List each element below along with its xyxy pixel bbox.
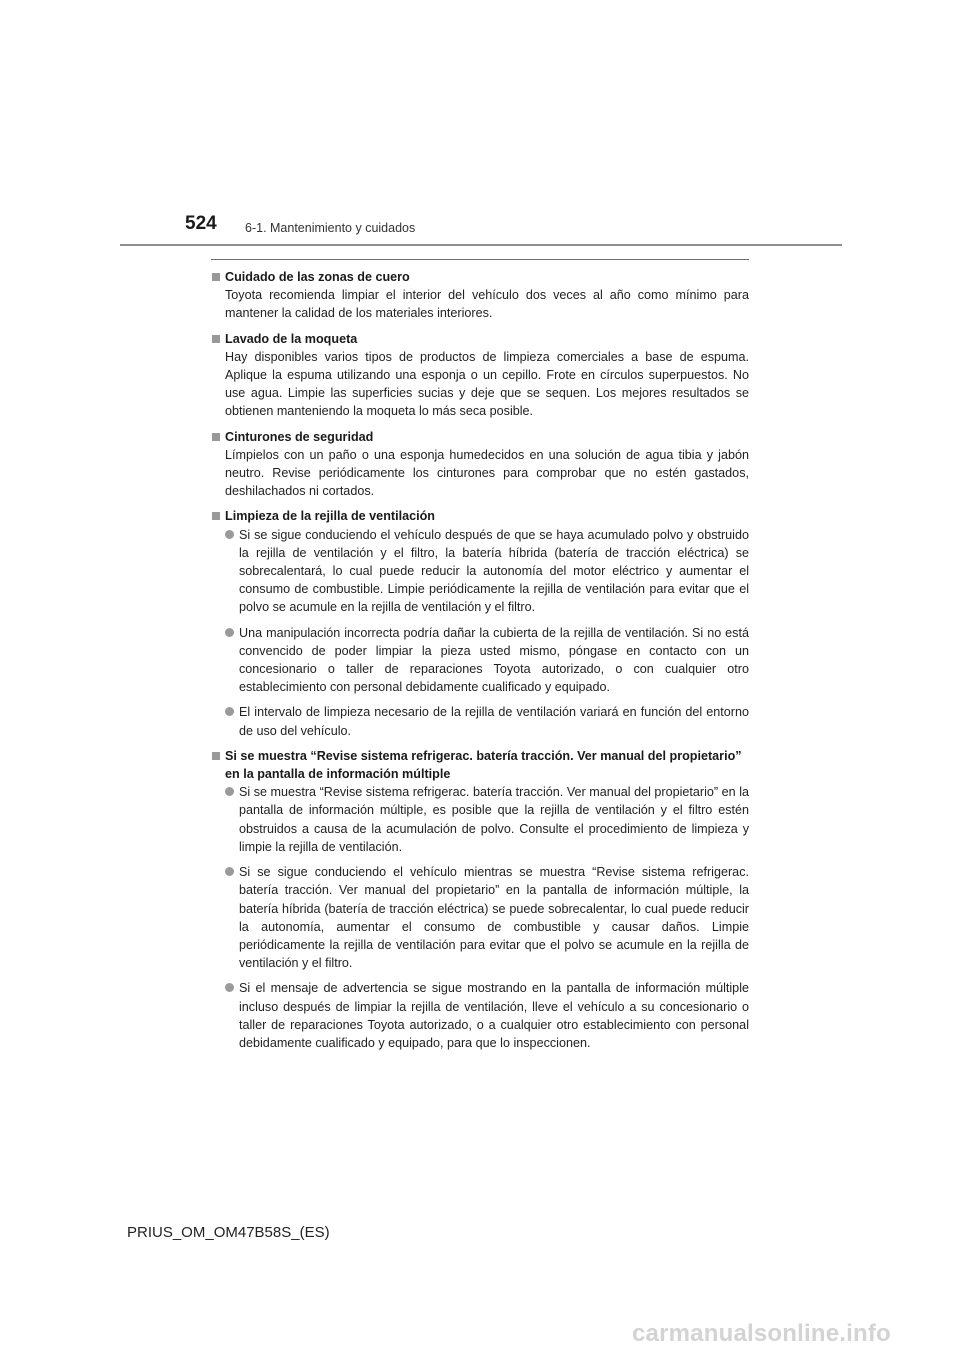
list-item-text: Si se muestra “Revise sistema refrigerac. batería tracción. Ver manual del propietario” en la pantalla de información múltiple, es posible que la rejilla de ventilación y el filtro estén obstruidos a causa de la acumulación de polvo. Consulte el procedimiento de limpieza y limpie la rejilla de ventilación. bbox=[239, 785, 749, 854]
section-heading bbox=[211, 428, 749, 446]
section-body: Límpielos con un paño o una esponja humedecidos en una solución de agua tibia y jabón neutro. Revise periódicamente los cinturones para comprobar que no estén gastados, deshilachados ni cortados. bbox=[225, 447, 749, 499]
watermark: carmanualsonline.info bbox=[632, 1320, 891, 1347]
section-body: Toyota recomienda limpiar el interior del vehículo dos veces al año como mínimo para mantener la calidad de los materiales interiores. bbox=[225, 288, 749, 321]
section-vent-cleaning bbox=[211, 507, 749, 739]
list-item bbox=[211, 783, 749, 856]
square-bullet-icon bbox=[212, 433, 220, 441]
circle-bullet-icon bbox=[225, 787, 234, 796]
section-heading-text: Cinturones de seguridad bbox=[225, 429, 374, 444]
section-heading-text: Cuidado de las zonas de cuero bbox=[225, 270, 410, 284]
section-heading-text: Si se muestra “Revise sistema refrigerac. batería tracción. Ver manual del propietario” en la pantalla de información múltiple bbox=[225, 748, 742, 782]
list-item bbox=[211, 703, 749, 739]
list-item-text: Si se sigue conduciendo el vehículo después de que se haya acumulado polvo y obstruido la rejilla de ventilación y el filtro, la batería híbrida (batería de tracción eléctrica) se sobrecalentará, lo cual puede reducir la autonomía del motor eléctrico y aumentar el consumo de combustible. Limpie periódicamente la rejilla de ventilación para evitar que el polvo se acumule en la rejilla de ventilación y el filtro. bbox=[239, 527, 749, 615]
section-seat-belts bbox=[211, 428, 749, 501]
circle-bullet-icon bbox=[225, 530, 234, 539]
content-divider bbox=[211, 259, 749, 260]
square-bullet-icon bbox=[212, 752, 220, 760]
list-item bbox=[211, 526, 749, 617]
section-body: Hay disponibles varios tipos de productos de limpieza comerciales a base de espuma. Aplique la espuma utilizando una esponja o un cepillo. Frote en círculos superpuestos. No use agua. Limpie las superficies sucias y deje que se sequen. Los mejores resultados se obtienen manteniendo la moqueta lo más seca posible. bbox=[225, 349, 749, 419]
square-bullet-icon bbox=[212, 273, 220, 281]
circle-bullet-icon bbox=[225, 867, 234, 876]
circle-bullet-icon bbox=[225, 628, 234, 637]
list-item-text: Una manipulación incorrecta podría dañar la cubierta de la rejilla de ventilación. Si no está convencido de poder limpiar la pieza usted mismo, póngase en contacto con un concesionario o taller de reparaciones Toyota autorizado, o con cualquier otro establecimiento con personal debidamente cualificado y equipado. bbox=[239, 625, 749, 695]
list-item-text: Si el mensaje de advertencia se sigue mostrando en la pantalla de información múltiple incluso después de limpiar la rejilla de ventilación, lleve el vehículo a su concesionario o taller de reparaciones Toyota autorizado, o a cualquier otro establecimiento con personal debidamente cualificado y equipado, para que lo inspeccionen. bbox=[239, 981, 749, 1050]
section-battery-warning bbox=[211, 747, 749, 1052]
list-item-text: El intervalo de limpieza necesario de la rejilla de ventilación variará en función del entorno de uso del vehículo. bbox=[239, 705, 749, 738]
list-item bbox=[211, 624, 749, 697]
section-carpet-wash bbox=[211, 330, 749, 421]
section-heading bbox=[211, 507, 749, 525]
circle-bullet-icon bbox=[225, 707, 234, 716]
section-heading-text: Limpieza de la rejilla de ventilación bbox=[225, 509, 435, 524]
section-leather-care bbox=[211, 268, 749, 323]
section-heading bbox=[211, 268, 749, 286]
page-content bbox=[211, 268, 749, 1059]
circle-bullet-icon bbox=[225, 983, 234, 992]
list-item-text: Si se sigue conduciendo el vehículo mientras se muestra “Revise sistema refrigerac. batería tracción. Ver manual del propietario” en la pantalla de información múltiple, la batería híbrida (batería de tracción eléctrica) se puede sobrecalentar, lo cual puede reducir la autonomía, aumentar el consumo de combustible y causar daños. Limpie periódicamente la rejilla de ventilación para evitar que el polvo se acumule en la rejilla de ventilación y el filtro. bbox=[239, 865, 749, 971]
square-bullet-icon bbox=[212, 335, 220, 343]
section-title: 6-1. Mantenimiento y cuidados bbox=[245, 221, 416, 235]
document-code: PRIUS_OM_OM47B58S_(ES) bbox=[127, 1224, 330, 1241]
page-number: 524 bbox=[185, 213, 217, 234]
square-bullet-icon bbox=[212, 512, 220, 520]
section-heading bbox=[211, 747, 749, 783]
section-heading-text: Lavado de la moqueta bbox=[225, 331, 358, 346]
list-item bbox=[211, 979, 749, 1052]
section-heading bbox=[211, 330, 749, 348]
list-item bbox=[211, 863, 749, 972]
header-divider bbox=[120, 244, 842, 246]
